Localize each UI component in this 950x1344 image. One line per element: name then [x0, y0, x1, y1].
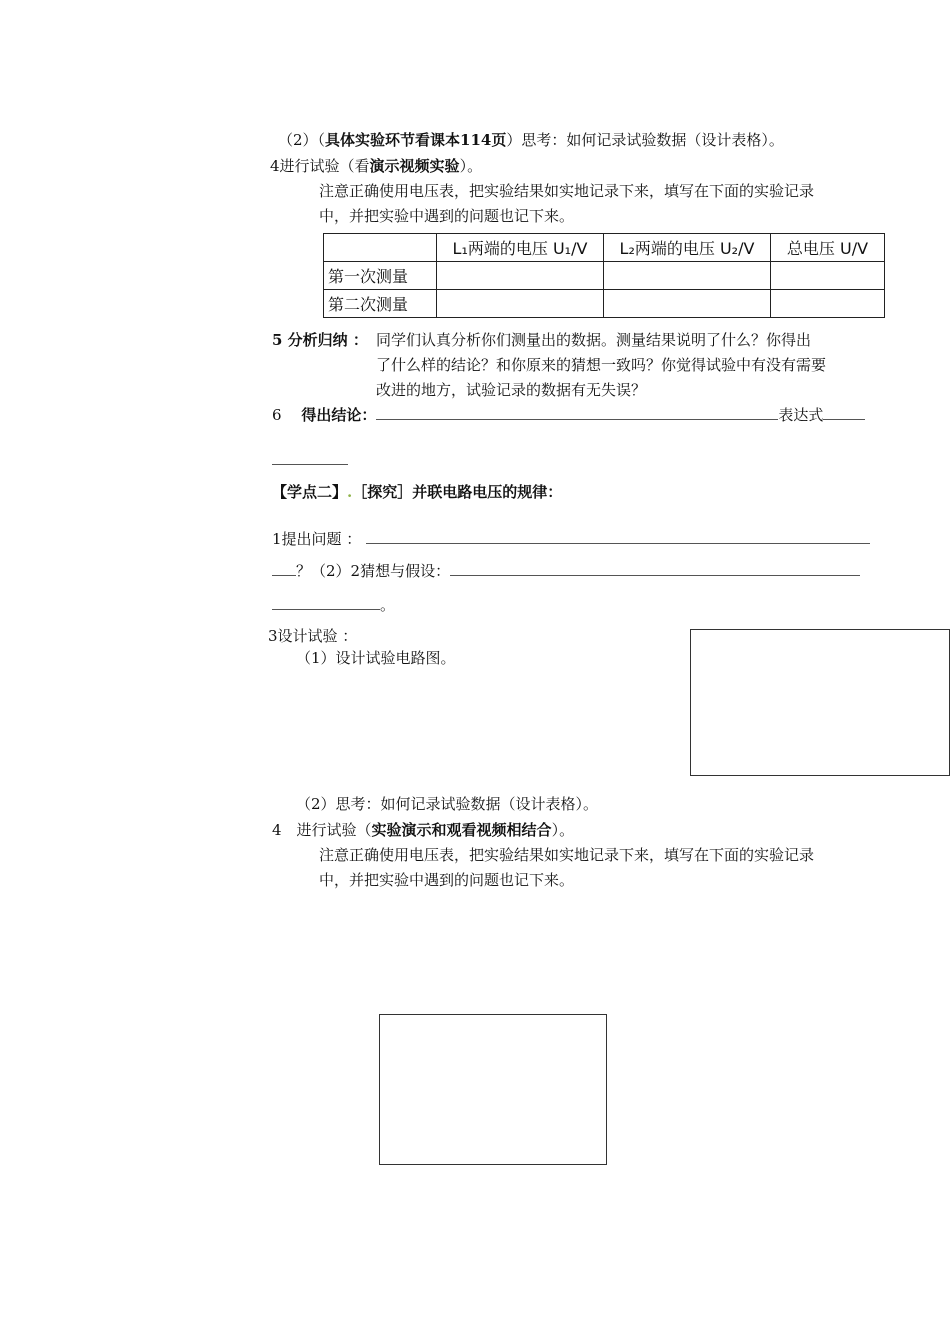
table-cell[interactable]: [437, 290, 604, 318]
table-row: [324, 290, 885, 318]
step5-label: 5 分析归纳 ：: [272, 331, 368, 349]
table-cell: 第二次测量: [324, 290, 437, 318]
note-line-1: 注意正确使用电压表，把实验结果如实地记录下来，填写在下面的实验记录: [319, 182, 815, 200]
record-table: [323, 233, 885, 318]
circuit-diagram-prompt: （1）设计试验电路图。: [296, 649, 456, 667]
table-cell[interactable]: [437, 262, 604, 290]
table-cell: 第一次测量: [324, 262, 437, 290]
expression-blank[interactable]: [823, 407, 865, 420]
step4-line-2: 4 进行试验（实验演示和观看视频相结合）。: [272, 821, 575, 839]
design-table-line: （2）（具体实验环节看课本114页）思考：如何记录试验数据（设计表格）。: [278, 131, 784, 149]
expression-blank-continued[interactable]: [272, 450, 348, 470]
table-cell[interactable]: [604, 290, 771, 318]
hypothesis-blank[interactable]: [450, 563, 860, 576]
table-header-cell: [324, 234, 437, 262]
step6-line: 6 得出结论： 表达式: [272, 405, 865, 425]
table-cell[interactable]: [771, 262, 885, 290]
table-header-row: [324, 234, 885, 262]
record-box: [379, 1014, 607, 1165]
step5-line-3: 改进的地方，试验记录的数据有无失误？: [376, 381, 647, 399]
table-header-cell: 总电压 U/V: [771, 234, 885, 262]
table-row: [324, 262, 885, 290]
note-line-2: 中，并把实验中遇到的问题也记下来。: [319, 207, 575, 225]
note-line-3: 注意正确使用电压表，把实验结果如实地记录下来，填写在下面的实验记录: [319, 846, 815, 864]
table-cell[interactable]: [604, 262, 771, 290]
design-table-line-2: （2）思考：如何记录试验数据（设计表格）。: [296, 795, 599, 813]
conclusion-blank[interactable]: [376, 407, 778, 420]
section-heading: 【学点二】.［探究］并联电路电压的规律：: [272, 483, 563, 501]
hypothesis-line: ？（2）2猜想与假设：: [272, 561, 860, 581]
note-line-4: 中，并把实验中遇到的问题也记下来。: [319, 871, 575, 889]
step5-line-2: 了什么样的结论？和你原来的猜想一致吗？你觉得试验中有没有需要: [376, 356, 827, 374]
hypothesis-line-end: 。: [272, 595, 395, 615]
question-blank[interactable]: [366, 531, 870, 544]
table-header-cell: L₂两端的电压 U₂/V: [604, 234, 771, 262]
table-header-cell: L₁两端的电压 U₁/V: [437, 234, 604, 262]
circuit-diagram-box: [690, 629, 950, 776]
step5-line-1: 同学们认真分析你们测量出的数据。测量结果说明了什么？你得出: [376, 331, 812, 349]
question-line: 1提出问题 ：: [272, 529, 870, 549]
table-cell[interactable]: [771, 290, 885, 318]
step3-label: 3设计试验 ：: [268, 627, 358, 645]
step4-line: 4进行试验（看演示视频实验）。: [270, 157, 483, 175]
